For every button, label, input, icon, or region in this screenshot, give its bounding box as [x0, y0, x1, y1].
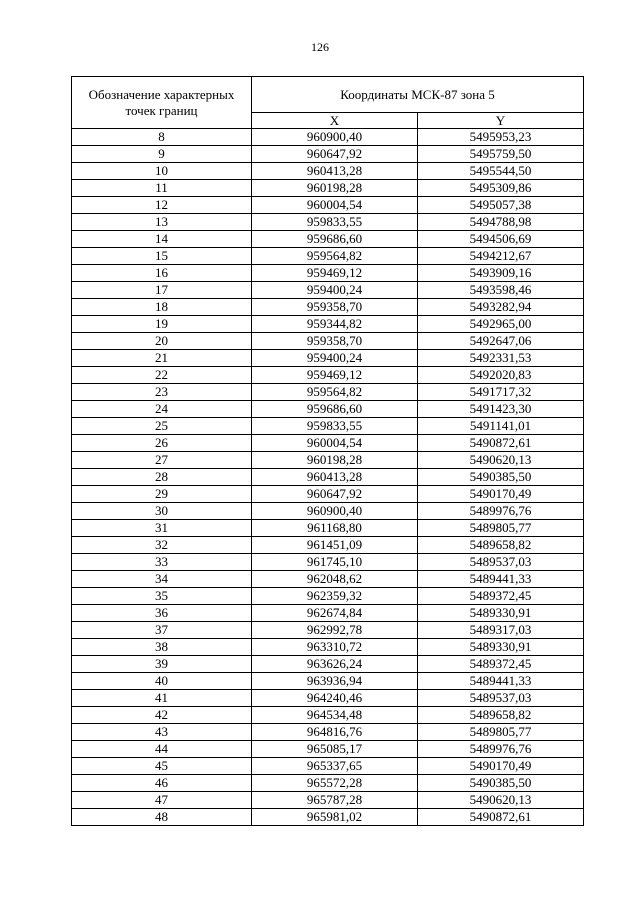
table-row: [72, 571, 584, 588]
x-coordinate-cell: 960413,28: [252, 469, 418, 486]
point-number-cell: 21: [72, 350, 252, 367]
x-coordinate-cell: 960004,54: [252, 197, 418, 214]
table-row: [72, 724, 584, 741]
table-row: [72, 197, 584, 214]
table-row: [72, 163, 584, 180]
y-coordinate-cell: 5489372,45: [418, 588, 584, 605]
x-coordinate-cell: 962992,78: [252, 622, 418, 639]
point-number-cell: 23: [72, 384, 252, 401]
table-row: [72, 554, 584, 571]
x-coordinate-cell: 962674,84: [252, 605, 418, 622]
point-number-cell: 29: [72, 486, 252, 503]
y-coordinate-cell: 5489805,77: [418, 724, 584, 741]
table-row: [72, 452, 584, 469]
x-coordinate-cell: 962048,62: [252, 571, 418, 588]
x-column-header: X: [252, 113, 418, 129]
point-number-cell: 34: [72, 571, 252, 588]
point-number-cell: 10: [72, 163, 252, 180]
table-row: [72, 486, 584, 503]
point-number-cell: 18: [72, 299, 252, 316]
table-row: [72, 146, 584, 163]
y-coordinate-cell: 5492020,83: [418, 367, 584, 384]
point-number-cell: 24: [72, 401, 252, 418]
table-row: [72, 401, 584, 418]
y-coordinate-cell: 5493909,16: [418, 265, 584, 282]
y-coordinate-cell: 5494788,98: [418, 214, 584, 231]
x-coordinate-cell: 959686,60: [252, 401, 418, 418]
table-row: [72, 129, 584, 146]
point-number-cell: 40: [72, 673, 252, 690]
table-row: [72, 265, 584, 282]
point-number-cell: 37: [72, 622, 252, 639]
point-number-cell: 20: [72, 333, 252, 350]
x-coordinate-cell: 960004,54: [252, 435, 418, 452]
point-number-cell: 44: [72, 741, 252, 758]
x-coordinate-cell: 960413,28: [252, 163, 418, 180]
y-coordinate-cell: 5493598,46: [418, 282, 584, 299]
table-row: [72, 214, 584, 231]
point-number-cell: 45: [72, 758, 252, 775]
y-coordinate-cell: 5492331,53: [418, 350, 584, 367]
point-number-cell: 27: [72, 452, 252, 469]
table-row: [72, 622, 584, 639]
point-number-cell: 19: [72, 316, 252, 333]
table-row: [72, 231, 584, 248]
x-coordinate-cell: 960198,28: [252, 452, 418, 469]
y-coordinate-cell: 5494506,69: [418, 231, 584, 248]
y-coordinate-cell: 5495953,23: [418, 129, 584, 146]
point-number-cell: 8: [72, 129, 252, 146]
x-coordinate-cell: 965572,28: [252, 775, 418, 792]
point-number-cell: 36: [72, 605, 252, 622]
y-coordinate-cell: 5489658,82: [418, 707, 584, 724]
point-number-cell: 33: [72, 554, 252, 571]
y-coordinate-cell: 5489330,91: [418, 639, 584, 656]
x-coordinate-cell: 964240,46: [252, 690, 418, 707]
table-row: [72, 605, 584, 622]
y-coordinate-cell: 5489537,03: [418, 690, 584, 707]
table-row: [72, 775, 584, 792]
y-coordinate-cell: 5489317,03: [418, 622, 584, 639]
table-row: [72, 333, 584, 350]
table-row: [72, 503, 584, 520]
point-number-cell: 43: [72, 724, 252, 741]
x-coordinate-cell: 963936,94: [252, 673, 418, 690]
point-number-cell: 47: [72, 792, 252, 809]
table-row: [72, 350, 584, 367]
y-coordinate-cell: 5490385,50: [418, 469, 584, 486]
x-coordinate-cell: 965337,65: [252, 758, 418, 775]
y-coordinate-cell: 5490385,50: [418, 775, 584, 792]
table-row: [72, 673, 584, 690]
point-number-cell: 13: [72, 214, 252, 231]
x-coordinate-cell: 961745,10: [252, 554, 418, 571]
y-coordinate-cell: 5490872,61: [418, 809, 584, 826]
y-coordinate-cell: 5495057,38: [418, 197, 584, 214]
point-number-cell: 31: [72, 520, 252, 537]
table-row: [72, 248, 584, 265]
point-designation-header: Обозначение характерных точек границ: [72, 77, 252, 129]
point-number-cell: 46: [72, 775, 252, 792]
point-number-cell: 17: [72, 282, 252, 299]
x-coordinate-cell: 965085,17: [252, 741, 418, 758]
table-row: [72, 469, 584, 486]
table-row: [72, 792, 584, 809]
y-coordinate-cell: 5490170,49: [418, 758, 584, 775]
y-coordinate-cell: 5492647,06: [418, 333, 584, 350]
y-coordinate-cell: 5491717,32: [418, 384, 584, 401]
y-coordinate-cell: 5489976,76: [418, 741, 584, 758]
coordinates-header: Координаты МСК-87 зона 5: [252, 77, 584, 113]
point-number-cell: 9: [72, 146, 252, 163]
x-coordinate-cell: 960900,40: [252, 129, 418, 146]
point-number-cell: 25: [72, 418, 252, 435]
y-coordinate-cell: 5490170,49: [418, 486, 584, 503]
x-coordinate-cell: 959686,60: [252, 231, 418, 248]
point-number-cell: 42: [72, 707, 252, 724]
y-coordinate-cell: 5489805,77: [418, 520, 584, 537]
table-row: [72, 707, 584, 724]
point-number-cell: 12: [72, 197, 252, 214]
table-row: [72, 299, 584, 316]
coordinates-table: [71, 76, 584, 826]
table-body: [72, 129, 584, 826]
x-coordinate-cell: 965981,02: [252, 809, 418, 826]
table-row: [72, 809, 584, 826]
point-number-cell: 26: [72, 435, 252, 452]
table-row: [72, 690, 584, 707]
table-header-row: [72, 77, 584, 113]
point-number-cell: 38: [72, 639, 252, 656]
x-coordinate-cell: 962359,32: [252, 588, 418, 605]
x-coordinate-cell: 959344,82: [252, 316, 418, 333]
y-coordinate-cell: 5489976,76: [418, 503, 584, 520]
y-coordinate-cell: 5495759,50: [418, 146, 584, 163]
x-coordinate-cell: 965787,28: [252, 792, 418, 809]
x-coordinate-cell: 960198,28: [252, 180, 418, 197]
x-coordinate-cell: 959833,55: [252, 214, 418, 231]
y-coordinate-cell: 5490620,13: [418, 452, 584, 469]
y-coordinate-cell: 5489330,91: [418, 605, 584, 622]
point-number-cell: 48: [72, 809, 252, 826]
y-column-header: Y: [418, 113, 584, 129]
point-number-cell: 41: [72, 690, 252, 707]
point-number-cell: 16: [72, 265, 252, 282]
table-row: [72, 758, 584, 775]
x-coordinate-cell: 959469,12: [252, 367, 418, 384]
table-row: [72, 367, 584, 384]
x-coordinate-cell: 963310,72: [252, 639, 418, 656]
point-number-cell: 14: [72, 231, 252, 248]
x-coordinate-cell: 959564,82: [252, 384, 418, 401]
table-row: [72, 435, 584, 452]
table-row: [72, 384, 584, 401]
x-coordinate-cell: 960900,40: [252, 503, 418, 520]
table-row: [72, 741, 584, 758]
point-number-cell: 15: [72, 248, 252, 265]
y-coordinate-cell: 5489441,33: [418, 571, 584, 588]
x-coordinate-cell: 959400,24: [252, 282, 418, 299]
y-coordinate-cell: 5495544,50: [418, 163, 584, 180]
table-row: [72, 537, 584, 554]
table-row: [72, 316, 584, 333]
page-number: 126: [311, 40, 329, 54]
table-row: [72, 520, 584, 537]
table-row: [72, 656, 584, 673]
point-number-cell: 39: [72, 656, 252, 673]
y-coordinate-cell: 5492965,00: [418, 316, 584, 333]
x-coordinate-cell: 961451,09: [252, 537, 418, 554]
x-coordinate-cell: 964534,48: [252, 707, 418, 724]
x-coordinate-cell: 961168,80: [252, 520, 418, 537]
table-row: [72, 418, 584, 435]
table-row: [72, 282, 584, 299]
y-coordinate-cell: 5489372,45: [418, 656, 584, 673]
y-coordinate-cell: 5489658,82: [418, 537, 584, 554]
y-coordinate-cell: 5495309,86: [418, 180, 584, 197]
point-number-cell: 30: [72, 503, 252, 520]
table-row: [72, 180, 584, 197]
x-coordinate-cell: 964816,76: [252, 724, 418, 741]
y-coordinate-cell: 5489441,33: [418, 673, 584, 690]
point-number-cell: 28: [72, 469, 252, 486]
table-row: [72, 588, 584, 605]
x-coordinate-cell: 959400,24: [252, 350, 418, 367]
point-number-cell: 11: [72, 180, 252, 197]
y-coordinate-cell: 5489537,03: [418, 554, 584, 571]
x-coordinate-cell: 959833,55: [252, 418, 418, 435]
y-coordinate-cell: 5491141,01: [418, 418, 584, 435]
y-coordinate-cell: 5490872,61: [418, 435, 584, 452]
x-coordinate-cell: 960647,92: [252, 486, 418, 503]
point-number-cell: 35: [72, 588, 252, 605]
y-coordinate-cell: 5491423,30: [418, 401, 584, 418]
y-coordinate-cell: 5490620,13: [418, 792, 584, 809]
x-coordinate-cell: 959564,82: [252, 248, 418, 265]
y-coordinate-cell: 5493282,94: [418, 299, 584, 316]
x-coordinate-cell: 959469,12: [252, 265, 418, 282]
point-number-cell: 32: [72, 537, 252, 554]
x-coordinate-cell: 959358,70: [252, 333, 418, 350]
x-coordinate-cell: 960647,92: [252, 146, 418, 163]
x-coordinate-cell: 959358,70: [252, 299, 418, 316]
x-coordinate-cell: 963626,24: [252, 656, 418, 673]
point-number-cell: 22: [72, 367, 252, 384]
table-row: [72, 639, 584, 656]
y-coordinate-cell: 5494212,67: [418, 248, 584, 265]
